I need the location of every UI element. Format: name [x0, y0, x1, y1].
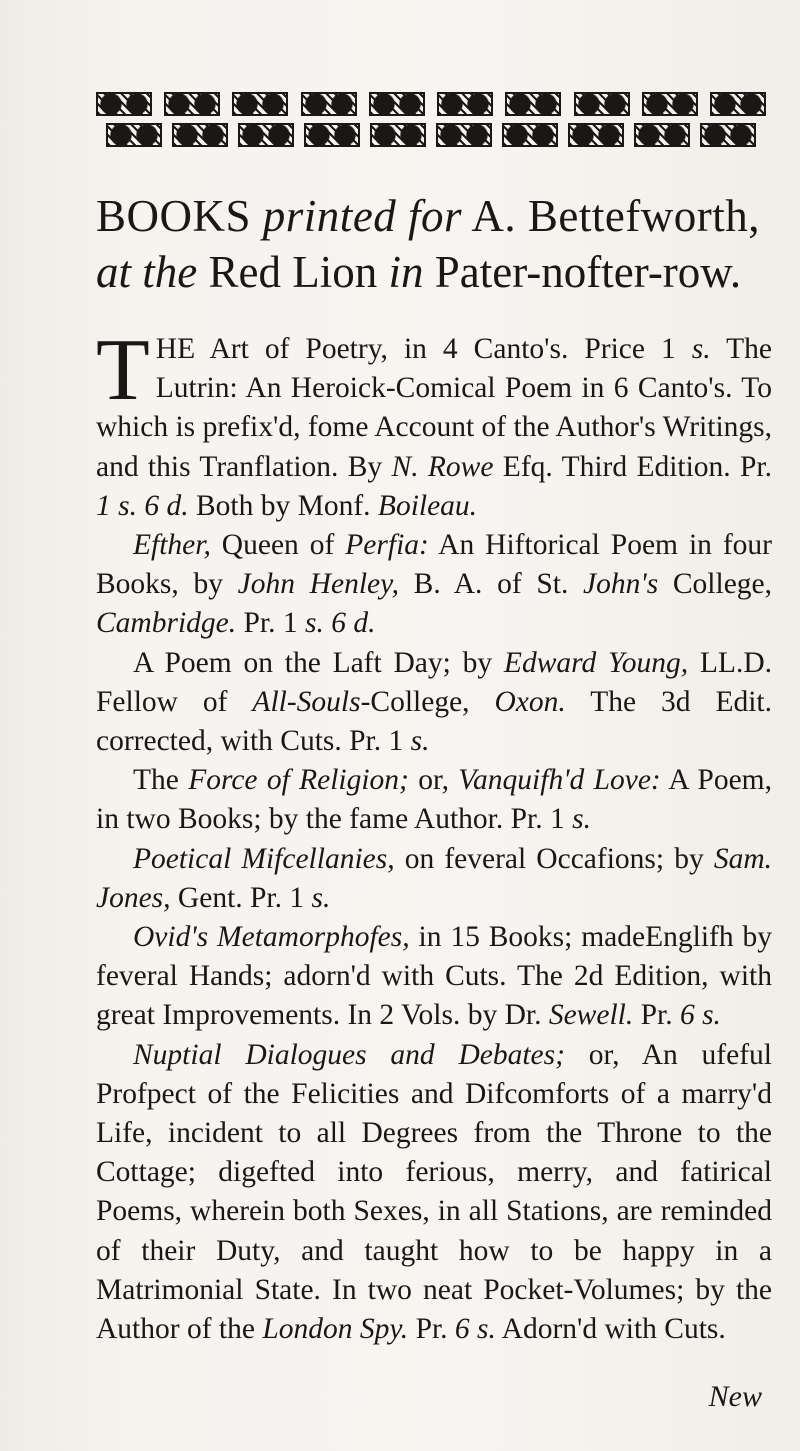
ornament-row-top [96, 90, 766, 117]
italic-text: Vanquifh'd Love: [458, 764, 661, 797]
book-entry [96, 1036, 772, 1350]
entry-text: LL.D. Fellow of [96, 646, 773, 718]
page-title [96, 188, 776, 244]
entry-text: Pr. [408, 1313, 455, 1346]
ornament-fleuron [710, 92, 766, 116]
ornament-fleuron [505, 92, 561, 116]
ornament-fleuron [106, 123, 162, 147]
italic-text: Sewell. [548, 999, 634, 1032]
italic-text: Perfia: [345, 529, 429, 562]
italic-text: Efther, [133, 529, 211, 562]
ornament-row-bottom [96, 121, 766, 148]
subtitle-post: Pater-nofter-row. [423, 247, 742, 297]
title-italic: printed for [262, 191, 463, 241]
ornament-fleuron [172, 123, 228, 147]
entry-text: Pr. 1 [236, 607, 305, 640]
entry-text: The Lutrin: An Heroick-Comical Poem in 6 Canto's. To which is prefix'd, fome Account of the Author's Writings, and this Tranflation. By [96, 333, 772, 483]
italic-text: s. [572, 803, 591, 836]
entry-text: or, [408, 764, 459, 797]
printers-ornament-band [96, 90, 766, 148]
book-entry [96, 644, 772, 762]
title-post: A. Bettefworth, [462, 191, 761, 241]
ornament-fleuron [301, 92, 357, 116]
ornament-fleuron [370, 123, 426, 147]
entry-text: Pr. [633, 999, 680, 1032]
book-entry [96, 761, 772, 839]
book-entry [96, 918, 772, 1036]
italic-text: John Henley, [237, 568, 399, 601]
entry-text: The [133, 764, 189, 797]
title-pre: BOOKS [96, 191, 263, 241]
ornament-fleuron [642, 92, 698, 116]
entry-text: A Poem, in two Books; by the fame Author. Pr. 1 [96, 764, 772, 836]
ornament-fleuron [568, 123, 624, 147]
ornament-fleuron [369, 92, 425, 116]
entry-text: College, [658, 568, 773, 601]
italic-text: London Spy. [262, 1313, 409, 1346]
italic-text: Boileau. [377, 489, 478, 522]
entry-text: Gent. Pr. 1 [170, 881, 312, 914]
italic-text: 6 s. [679, 999, 721, 1032]
ornament-fleuron [634, 123, 690, 147]
italic-text: s. 6 d. [304, 607, 376, 640]
subtitle-italic-1: at the [96, 247, 198, 297]
italic-text: 1 s. 6 d. [96, 489, 189, 522]
italic-text: Cambridge. [96, 607, 237, 640]
entry-text: A Poem on the Laft Day; by [133, 646, 504, 679]
italic-text: s. [691, 333, 711, 365]
italic-text: s. [410, 725, 430, 758]
entry-text: -College, [360, 685, 495, 718]
italic-text: Metamorphofes, [217, 921, 410, 954]
entry-text: Queen of [210, 529, 346, 562]
book-entry [96, 840, 772, 918]
entry-text: The 3d Edit. corrected, with Cuts. Pr. 1 [96, 685, 772, 758]
entry-text: Adorn'd with Cuts. [495, 1313, 726, 1346]
italic-text: All-Souls [252, 685, 361, 718]
italic-text: 6 s. [454, 1313, 496, 1346]
entry-text: or, An ufeful Profpect of the Felicities and Difcomforts of a marry'd Life, incident to all Degrees from the Throne to the Cottage; digefted into ferious, merry, and fatirical Poems, wherein both Sexes, in all Stations, are reminded of their Duty, and taught how to be happy in a Matrimonial State. In two neat Pocket-Volumes; by the Author of the [96, 1038, 772, 1346]
italic-text: Nuptial Dialogues and Debates; [133, 1038, 565, 1071]
italic-text: s. [311, 881, 331, 914]
italic-text: Force of Religion; [188, 764, 409, 797]
ornament-fleuron [232, 92, 288, 116]
subtitle-italic-2: in [388, 247, 424, 297]
ornament-fleuron [164, 92, 220, 116]
ornament-fleuron [96, 92, 152, 116]
entry-text: HE Art of Poetry, in 4 Canto's. Price 1 [155, 333, 692, 365]
ornament-fleuron [437, 92, 493, 116]
entry-text: in 15 Books; madeEnglifh by feveral Hands; adorn'd with Cuts. The 2d Edition, with great Improvements. In 2 Vols. by Dr. [96, 921, 773, 1032]
italic-text: John's [583, 568, 659, 601]
ornament-fleuron [574, 92, 630, 116]
entry-text: B. A. of St. [398, 568, 584, 601]
subtitle-mid: Red Lion [197, 247, 389, 297]
book-entry [96, 526, 772, 644]
italic-text: Edward Young, [503, 646, 689, 679]
ornament-fleuron [238, 123, 294, 147]
italic-text: Oxon. [494, 685, 566, 718]
entry-text [208, 921, 217, 953]
ornament-fleuron [502, 123, 558, 147]
book-entry [96, 322, 773, 526]
italic-text: Poetical Mifcellanies, [133, 842, 395, 875]
entry-text: on feveral Occafions; by [394, 842, 714, 875]
italic-text: N. Rowe [391, 450, 494, 483]
italic-text: Ovid's [133, 921, 209, 954]
book-list [96, 322, 773, 1349]
entry-text: An Hiftorical Poem in four Books, by [96, 529, 772, 601]
italic-text: Sam. Jones, [96, 842, 772, 914]
page-subtitle [96, 244, 776, 300]
ornament-fleuron [700, 123, 756, 147]
ornament-fleuron [436, 123, 492, 147]
entry-text: Both by Monf. [188, 489, 378, 522]
catchword: New [708, 1380, 762, 1413]
drop-cap: T [96, 322, 150, 419]
entry-text: Efq. Third Edition. Pr. [493, 450, 773, 483]
ornament-fleuron [304, 123, 360, 147]
